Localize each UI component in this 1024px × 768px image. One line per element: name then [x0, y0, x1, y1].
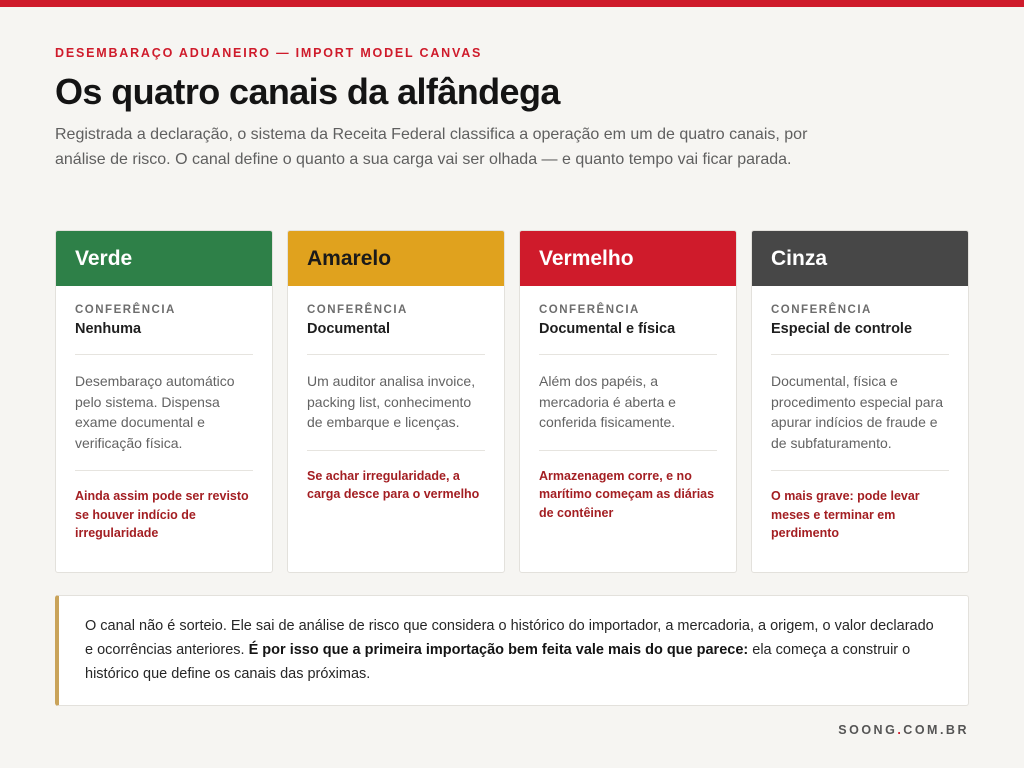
card-vermelho [519, 230, 737, 573]
callout-text: O canal não é sorteio. Ele sai de análise de risco que considera o histórico do importador, a mercadoria, a origem, o valor declarado e ocorrências anteriores. [85, 618, 934, 658]
footer-brand [838, 723, 969, 737]
brand-tld: COM.BR [903, 723, 969, 737]
card-body [56, 286, 272, 543]
page-title: Os quatro canais da alfândega [55, 71, 560, 112]
card-warning-note: Ainda assim pode ser revisto se houver indício de irregularidade [75, 489, 249, 540]
card-header: Verde [56, 231, 272, 286]
conference-level: Nenhuma [75, 321, 142, 337]
card-verde [55, 230, 273, 573]
card-body [520, 286, 736, 522]
card-header: Cinza [752, 231, 968, 286]
conference-label: CONFERÊNCIA [75, 304, 176, 316]
card-description: Desembaraço automático pelo sistema. Dispensa exame documental e verificação física. [75, 373, 235, 451]
conference-label: CONFERÊNCIA [307, 304, 408, 316]
card-body [752, 286, 968, 543]
card-body [288, 286, 504, 504]
conference-label: CONFERÊNCIA [539, 304, 640, 316]
conference-level: Documental e física [539, 321, 676, 337]
lead-paragraph: Registrada a declaração, o sistema da Receita Federal classifica a operação em um de quatro canais, por análise de risco. O canal define o quanto a sua carga vai ser olhada — e quanto tempo vai ficar parada. [55, 126, 808, 168]
card-warning-note: Se achar irregularidade, a carga desce para o vermelho [307, 468, 480, 501]
conference-level: Especial de controle [771, 321, 913, 337]
card-warning-note: Armazenagem corre, e no marítimo começam as diárias de contêiner [539, 468, 715, 520]
card-description: Um auditor analisa invoice, packing list, conhecimento de embarque e licenças. [307, 373, 476, 430]
divider [307, 354, 485, 355]
card-amarelo [287, 230, 505, 573]
callout-box [55, 595, 969, 706]
card-description: Além dos papéis, a mercadoria é aberta e conferida fisicamente. [539, 373, 676, 430]
card-warning-note: O mais grave: pode levar meses e terminar em perdimento [771, 489, 920, 540]
card-description: Documental, física e procedimento especial para apurar indícios de fraude e de subfaturamento. [771, 373, 943, 451]
divider [75, 470, 253, 471]
divider [75, 354, 253, 355]
channel-cards [55, 230, 969, 573]
callout-emphasis: É por isso que a primeira importação bem feita vale mais do que parece: [248, 642, 749, 658]
brand-name: SOONG [838, 723, 898, 737]
divider [771, 470, 949, 471]
brand-dot: . [897, 723, 904, 737]
conference-level: Documental [307, 321, 390, 337]
callout-text-end: ela começa a construir o histórico que define os canais das próximas. [85, 642, 911, 682]
top-accent-bar [0, 0, 1024, 7]
page-header [55, 46, 955, 172]
card-header: Vermelho [520, 231, 736, 286]
eyebrow-label: DESEMBARAÇO ADUANEIRO — IMPORT MODEL CANVAS [55, 46, 483, 60]
divider [307, 450, 485, 451]
divider [539, 354, 717, 355]
divider [539, 450, 717, 451]
conference-label: CONFERÊNCIA [771, 304, 872, 316]
card-cinza [751, 230, 969, 573]
card-header: Amarelo [288, 231, 504, 286]
divider [771, 354, 949, 355]
